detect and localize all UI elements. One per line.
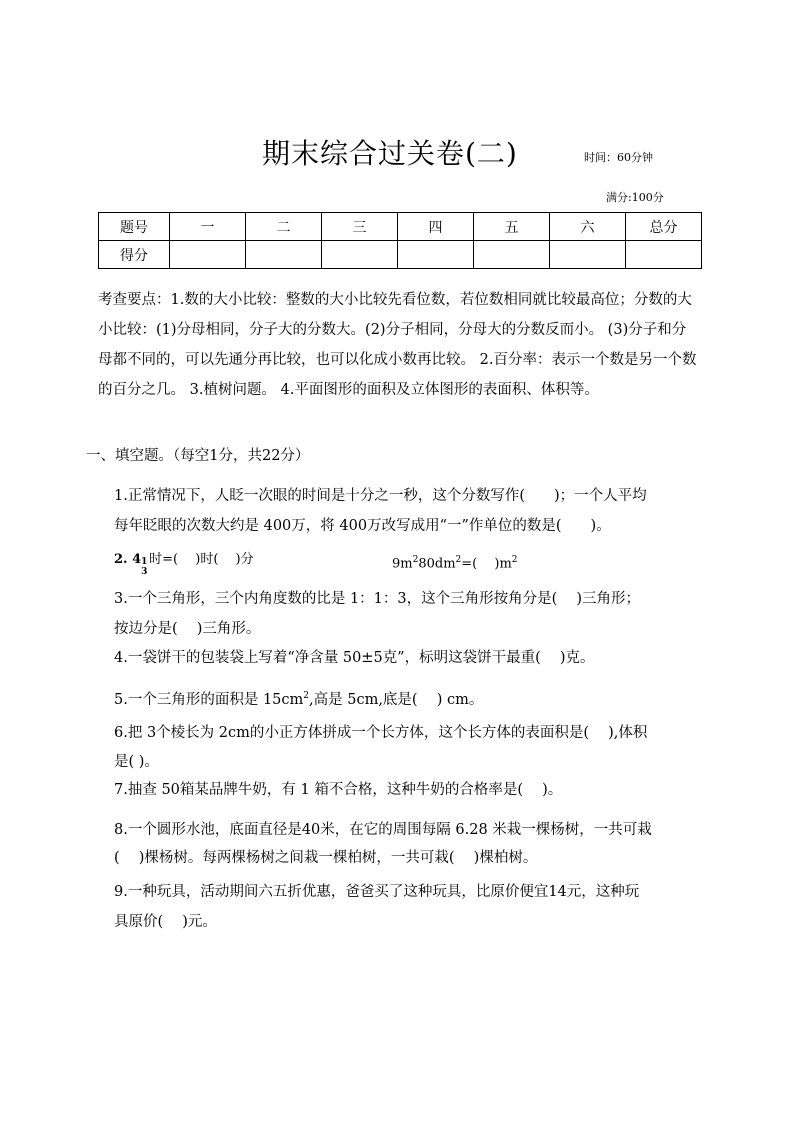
superscript: 2 xyxy=(303,691,309,701)
table-cell: 题号 xyxy=(99,213,170,241)
time-limit: 时间：60分钟 xyxy=(584,151,653,164)
question-2a-prefix: 2. 4 xyxy=(114,552,142,567)
question-7: 7.抽查 50箱某品牌牛奶，有 1 箱不合格，这种牛奶的合格率是( )。 xyxy=(114,782,563,798)
superscript: 2 xyxy=(455,555,462,565)
question-2b-part: 9m xyxy=(392,556,413,572)
score-cell[interactable] xyxy=(626,241,702,269)
score-cell[interactable] xyxy=(398,241,474,269)
key-points: 考查要点：1.数的大小比较：整数的大小比较先看位数，若位数相同就比较最高位；分数的大小比较：(1)分母相同，分子大的分数大。(2)分子相同，分母大的分数反而小。 (3)分子和分母都不同的，可以先通分再比较，也可以化成小数再比较。 2.百分率：表示一个数是另一个数的百分之几。 3.植树问题。 4.平面图形的面积及立体图形的表面积、体积等。 xyxy=(98,292,697,398)
question-8-line-1: 8.一个圆形水池，底面直径是40米，在它的周围每隔 6.28 米栽一棵杨树，一共可栽 xyxy=(114,822,652,838)
table-cell: 五 xyxy=(474,213,550,241)
question-2b-part: =( )m xyxy=(461,556,512,572)
table-cell: 三 xyxy=(322,213,398,241)
score-cell[interactable] xyxy=(322,241,398,269)
full-score: 满分:100分 xyxy=(606,191,664,204)
question-5 xyxy=(114,681,483,715)
question-2a xyxy=(114,545,254,575)
score-cell[interactable] xyxy=(170,241,246,269)
question-9-line-1: 9.一种玩具，活动期间六五折优惠，爸爸买了这种玩具，比原价便宜14元，这种玩 xyxy=(114,884,640,900)
question-3-line-2: 按边分是( )三角形。 xyxy=(114,621,261,637)
question-2b xyxy=(392,545,518,579)
question-2a-text: 时=( )时( )分 xyxy=(149,552,254,567)
section-title: 一、填空题。（每空1分，共22分） xyxy=(86,448,310,464)
fraction-numerator: 1 xyxy=(141,557,148,567)
score-table-header-row xyxy=(99,213,702,241)
table-cell: 二 xyxy=(246,213,322,241)
question-5-part: ,高是 5cm,底是( ) cm。 xyxy=(309,691,484,708)
question-9-line-2: 具原价( )元。 xyxy=(114,914,217,930)
table-cell: 六 xyxy=(550,213,626,241)
score-cell[interactable] xyxy=(474,241,550,269)
question-6-line-2: 是( )。 xyxy=(114,754,159,770)
page-title: 期末综合过关卷(二) xyxy=(262,137,518,170)
question-8-line-2: ( )棵杨树。每两棵杨树之间栽一棵柏树，一共可栽( )棵柏树。 xyxy=(114,850,538,866)
table-cell: 一 xyxy=(170,213,246,241)
score-cell[interactable] xyxy=(550,241,626,269)
superscript: 2 xyxy=(511,555,518,565)
table-cell: 得分 xyxy=(99,241,170,269)
superscript: 2 xyxy=(412,555,419,565)
question-2b-part: 80dm xyxy=(418,556,456,572)
question-6-line-1: 6.把 3个棱长为 2cm的小正方体拼成一个长方体，这个长方体的表面积是( ),体积 xyxy=(114,725,648,741)
question-5-part: 5.一个三角形的面积是 15cm xyxy=(114,691,304,708)
score-table-score-row xyxy=(99,241,702,269)
score-table xyxy=(98,212,702,269)
question-4: 4.一袋饼干的包装袋上写着“净含量 50±5克”，标明这袋饼干最重( )克。 xyxy=(114,650,595,666)
question-1-line-2: 每年眨眼的次数大约是 400万，将 400万改写成用“一”作单位的数是( )。 xyxy=(114,518,611,534)
table-cell: 四 xyxy=(398,213,474,241)
question-3-line-1: 3.一个三角形，三个内角度数的比是 1：1：3，这个三角形按角分是( )三角形； xyxy=(114,591,641,607)
table-cell: 总分 xyxy=(626,213,702,241)
score-cell[interactable] xyxy=(246,241,322,269)
fraction-denominator: 3 xyxy=(141,567,148,577)
question-1-line-1: 1.正常情况下，人眨一次眼的时间是十分之一秒，这个分数写作( )；一个人平均 xyxy=(114,488,647,504)
